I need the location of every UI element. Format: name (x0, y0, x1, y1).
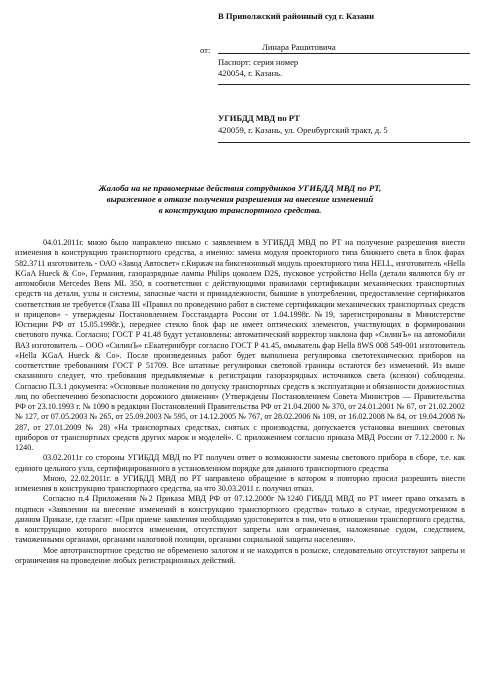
sender-passport: Паспорт: серия номер (218, 57, 299, 67)
sender-name: Линара Рашитовича (262, 42, 336, 52)
sender-block-underline (218, 84, 470, 85)
paragraph: Согласно п.4 Приложения №2 Приказа МВД РФ от 07.12.2000г №1240 ГИБДД МВД по РТ имеет право отказать в подписи «Заявления на внесение изменений в конструкцию транспортного средства» только в случае, предусмотренном в данном Приказе, где гласит: «При приеме заявления необходимо удостоверится в том, что в отношении транспортного средства, в конструкцию которого вносятся изменения, отсутствуют запреты или ограничения, наложенные судом, следствием, таможенными органами, органами налоговой полиции, органами социальной защиты населения». (15, 494, 465, 545)
title-line: выраженное в отказе получения разрешения на внесение изменений (106, 194, 374, 205)
paragraph: 03.02.2011г со стороны УГИБДД МВД по РТ получен ответ о возможности замены светового прибора в сборе, т.е. как единого цельного узла, сертифицированного в установленном порядке для данного транспортного средства (15, 453, 465, 473)
sender-address: 420054, г. Казань. (218, 68, 283, 78)
paragraph: Мною, 22.02.2011г. в УГИБДД МВД по РТ направлено обращение в котором я повторно просил разрешить внести изменения в конструкцию транспортного средства, на что 30.03.2011 г. получил отказ. (15, 473, 465, 493)
respondent-address: 420059, г. Казань, ул. Оренбургский тракт, д. 5 (218, 125, 388, 135)
paragraph: 04.01.2011г. мною было направлено письмо с заявлением в УГИБДД МВД по РТ на получение разрешения внести изменения в конструкцию транспортного средства, а именно: замена модуля проекторного типа ближнего света в блок фарах 582.3711 изготовитель - ОАО «Завод Автосвет» г.Киржач на биксеноновый модуль проекторного типа HELL, изготовитель «Hella KGaA Hueck & Co», Германия, газоразрядные лампы Philips цоколем D2S, пусковое устройство Hella (детали являются б/у от автомобиля Mercedes Bens ML 350, в соответствии с действующими правилами сертификации механических транспортных средств на детали, узлы и системы, запасные части и принадлежности, бывшие в употреблении, предоставление сертификатов соответствия не требуется (Глава III «Правил по проведению работ в системе сертификации механических транспортных средств и прицепов» - утверждены Постановлением Госстандарта России от 1.04.1998г. №19, зарегистрированы в Министерстве Юстиции РФ от 15.05.1998г.), переднее стекло блок фар не имеет оптических элементов, участвующих в формировании светового пучка. Согласно; ГОСТ Р 41.48 будут установлены: автоматический корректор наклона фар «СилинЪ» на автомобили ВАЗ изготовитель – ООО «СилинЪ» г.Екатеринбург согласно ГОСТ Р 41.45, омыватель фар Hella 8WS 008 549-001 изготовитель «Hella KGaA Hueck & Co». После произведенных работ будет выполнена регулировка светотехнических приборов на соответствие требованиям ГОСТ Р 51709. Все штатные регулировки световой границы остаются без изменений. Из выше сказанного следует, что требования предъявляемые к регистрации газоразрядных источников света (ксенон) соблюдены. Согласно П.3.1 документа: «Основные положения по допуску транспортных средств к эксплуатации и обязанности должностных лиц по обеспечению безопасности дорожного движения» (Утверждены Постановлением Совета Министров — Правительства РФ от 23.10.1993 г. № 1090 в редакции Постановлений Правительства РФ от 21.04.2000 № 370, от 24.01.2001 № 67, от 21.02.2002 № 127, от 07.05.2003 № 265, от 25.09.2003 № 595, от 14.12.2005 № 767, от 28.02.2006 № 109, от 16.02.2008 № 84, от 19.04.2008 № 287, от 27.01.2009 № 28) «На транспортных средствах, снятых с производства, допускается установка внешних световых приборов от транспортных средств других марок и моделей». С приложением согласно приказа МВД России от 7.12.2000 г. № 1240. (15, 238, 465, 452)
from-label: от: (200, 45, 211, 55)
title-line: в конструкцию транспортного средства. (158, 205, 322, 216)
complaint-title (30, 183, 450, 217)
court-name: В Приволжский районный суд г. Казани (218, 11, 375, 21)
sender-name-underline (218, 53, 470, 54)
complaint-body (15, 238, 465, 566)
title-line: Жалоба на не правомерные действия сотрудников УГИБДД МВД по РТ, (98, 183, 382, 193)
respondent-underline (218, 142, 470, 143)
paragraph: Мое автотранспортное средство не обременено залогом и не находится в розыске, следовательно отсутствуют запреты и ограничения на проведение любых регистрационных действий. (15, 545, 465, 565)
respondent-name: УГИБДД МВД по РТ (218, 113, 300, 123)
